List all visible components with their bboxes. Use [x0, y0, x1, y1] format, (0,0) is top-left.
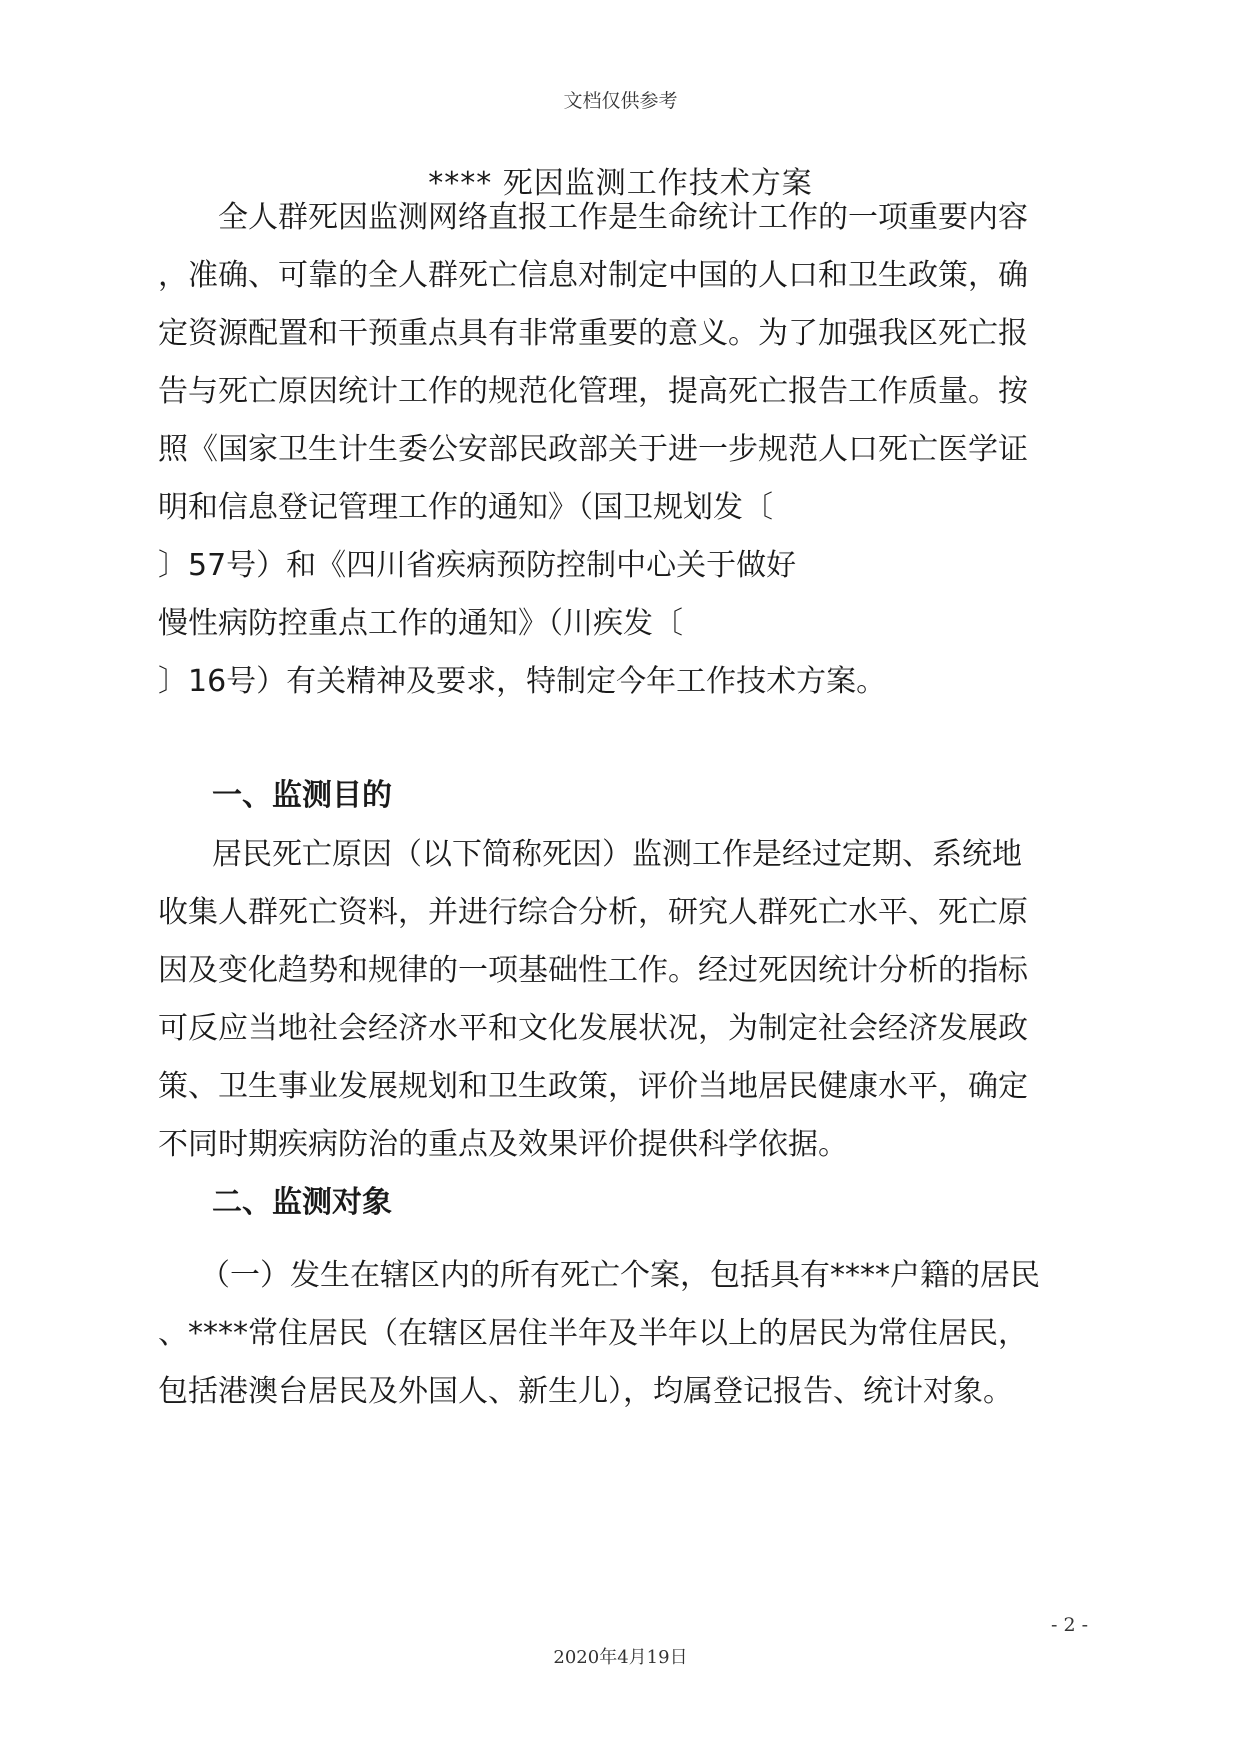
paragraph-line: 告与死亡原因统计工作的规范化管理，提高死亡报告工作质量。按: [158, 374, 1028, 409]
paragraph-line: 慢性病防控重点工作的通知》（川疾发〔: [158, 606, 683, 641]
paragraph-line: 〕16号）有关精神及要求，特制定今年工作技术方案。: [158, 664, 887, 699]
section-heading: 一、监测目的: [212, 778, 392, 813]
document-title: **** 死因监测工作技术方案: [428, 166, 813, 201]
paragraph-line: 收集人群死亡资料，并进行综合分析，研究人群死亡水平、死亡原: [158, 895, 1028, 930]
paragraph-line: 全人群死因监测网络直报工作是生命统计工作的一项重要内容: [218, 200, 1028, 235]
page-number: - 2 -: [1051, 1614, 1089, 1636]
paragraph-line: 明和信息登记管理工作的通知》（国卫规划发〔: [158, 490, 773, 525]
paragraph-line: 不同时期疾病防治的重点及效果评价提供科学依据。: [158, 1127, 848, 1162]
paragraph-line: 因及变化趋势和规律的一项基础性工作。经过死因统计分析的指标: [158, 953, 1028, 988]
paragraph-line: 定资源配置和干预重点具有非常重要的意义。为了加强我区死亡报: [158, 316, 1028, 351]
section-heading: 二、监测对象: [212, 1185, 392, 1220]
paragraph-line: 可反应当地社会经济水平和文化发展状况，为制定社会经济发展政: [158, 1011, 1028, 1046]
paragraph-line: （一）发生在辖区内的所有死亡个案，包括具有****户籍的居民: [200, 1258, 1040, 1293]
paragraph-line: 居民死亡原因（以下简称死因）监测工作是经过定期、系统地: [212, 837, 1022, 872]
paragraph-line: 照《国家卫生计生委公安部民政部关于进一步规范人口死亡医学证: [158, 432, 1028, 467]
header-note: 文档仅供参考: [563, 90, 678, 112]
footer-date: 2020年4月19日: [553, 1647, 688, 1668]
paragraph-line: ，准确、可靠的全人群死亡信息对制定中国的人口和卫生政策，确: [158, 258, 1028, 293]
paragraph-line: 、****常住居民（在辖区居住半年及半年以上的居民为常住居民，: [158, 1316, 1028, 1351]
paragraph-line: 〕57号）和《四川省疾病预防控制中心关于做好: [158, 548, 797, 583]
paragraph-line: 包括港澳台居民及外国人、新生儿），均属登记报告、统计对象。: [158, 1374, 1013, 1409]
paragraph-line: 策、卫生事业发展规划和卫生政策，评价当地居民健康水平，确定: [158, 1069, 1028, 1104]
